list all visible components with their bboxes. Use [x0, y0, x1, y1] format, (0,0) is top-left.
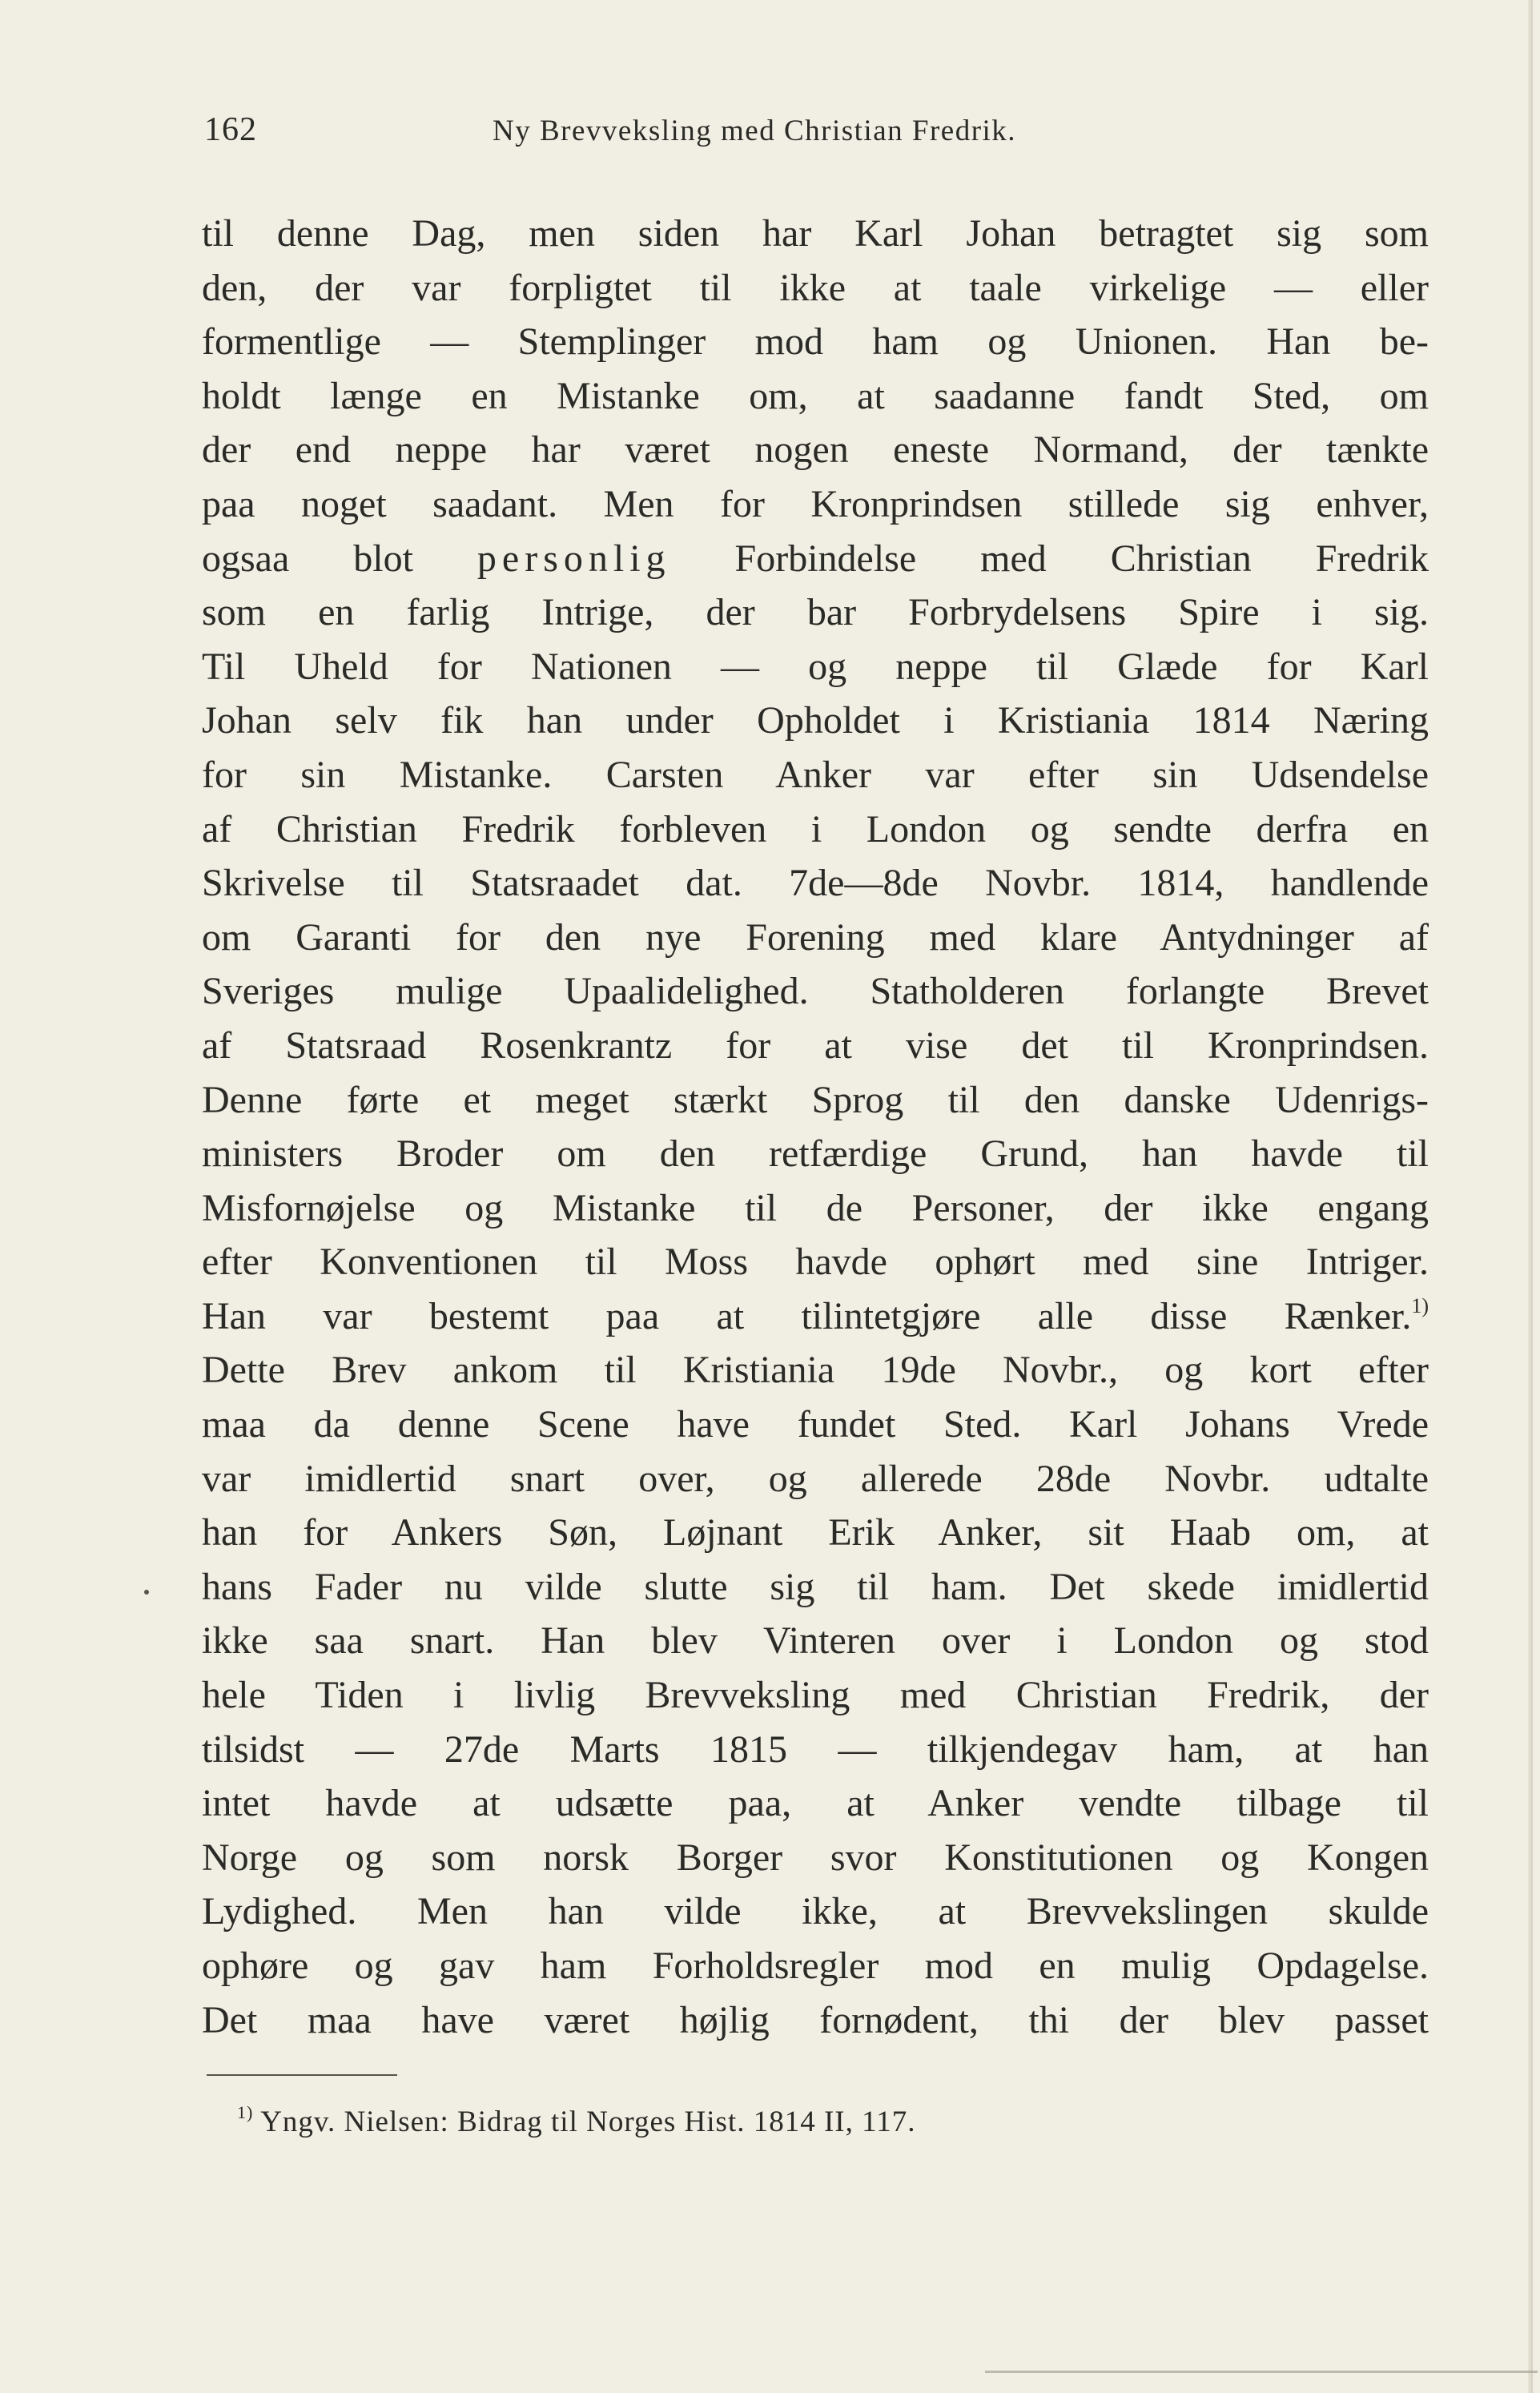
body-text	[202, 207, 1429, 2047]
text-line: paa noget saadant. Men for Kronprindsen stillede sig enhver,	[202, 482, 1429, 525]
text-line: af Statsraad Rosenkrantz for at vise det til Kronprindsen.	[202, 1024, 1429, 1067]
text-line: hele Tiden i livlig Brevveksling med Christian Fredrik, der	[202, 1674, 1429, 1717]
text-line: den, der var forpligtet til ikke at taale virkelige — eller	[202, 266, 1429, 309]
text-line	[202, 1289, 1429, 1344]
text-line: som en farlig Intrige, der bar Forbrydelsens Spire i sig.	[202, 591, 1429, 634]
text-line: Skrivelse til Statsraadet dat. 7de—8de Novbr. 1814, handlende	[202, 862, 1429, 905]
text-line: Norge og som norsk Borger svor Konstitutionen og Kongen	[202, 1836, 1429, 1879]
text-line: for sin Mistanke. Carsten Anker var efter sin Udsendelse	[202, 753, 1429, 796]
emphasized-word: personlig	[476, 537, 671, 580]
text-line: om Garanti for den nye Forening med klare Antydninger af	[202, 915, 1429, 959]
text-segment: Forbindelse med Christian Fredrik	[734, 537, 1429, 580]
footnote-divider	[207, 2074, 397, 2076]
text-line: Misfornøjelse og Mistanke til de Personer, der ikke engang	[202, 1186, 1429, 1229]
footnote	[237, 2102, 916, 2139]
footnote-marker: 1)	[237, 2102, 254, 2122]
bottom-edge-mark	[985, 2371, 1538, 2373]
text-line: tilsidst — 27de Marts 1815 — tilkjendegav ham, at han	[202, 1727, 1429, 1771]
text-line: holdt længe en Mistanke om, at saadanne fandt Sted, om	[202, 374, 1429, 417]
text-line: hans Fader nu vilde slutte sig til ham. Det skede imidlertid	[202, 1565, 1429, 1608]
text-line: intet havde at udsætte paa, at Anker vendte tilbage til	[202, 1782, 1429, 1825]
text-segment: Han var bestemt paa at tilintetgjøre alle disse Rænker.	[202, 1294, 1412, 1337]
text-line: ministers Broder om den retfærdige Grund, han havde til	[202, 1132, 1429, 1176]
text-line: Det maa have været højlig fornødent, thi der blev passet	[202, 1998, 1429, 2041]
text-line: formentlige — Stemplinger mod ham og Unionen. Han be-	[202, 320, 1429, 364]
text-line: Dette Brev ankom til Kristiania 19de Novbr., og kort efter	[202, 1349, 1429, 1392]
text-line: ikke saa snart. Han blev Vinteren over i London og stod	[202, 1619, 1429, 1663]
margin-mark	[144, 1590, 149, 1595]
footnote-reference: 1)	[1411, 1293, 1429, 1317]
page-edge-shadow	[1528, 0, 1533, 2393]
text-line	[202, 532, 1429, 586]
text-line: ophøre og gav ham Forholdsregler mod en mulig Opdagelse.	[202, 1945, 1429, 1987]
text-line: til denne Dag, men siden har Karl Johan betragtet sig som	[202, 212, 1429, 255]
text-line: Sveriges mulige Upaalidelighed. Statholderen forlangte Brevet	[202, 970, 1429, 1013]
running-head: Ny Brevveksling med Christian Fredrik.	[493, 115, 1017, 147]
text-line: var imidlertid snart over, og allerede 28de Novbr. udtalte	[202, 1457, 1429, 1500]
text-line: efter Konventionen til Moss havde ophørt med sine Intriger.	[202, 1241, 1429, 1284]
text-line: Johan selv fik han under Opholdet i Kristiania 1814 Næring	[202, 699, 1429, 742]
page-number: 162	[204, 111, 257, 148]
text-line: af Christian Fredrik forbleven i London og sendte derfra en	[202, 807, 1429, 851]
text-line: der end neppe har været nogen eneste Normand, der tænkte	[202, 428, 1429, 472]
text-line: maa da denne Scene have fundet Sted. Karl Johans Vrede	[202, 1403, 1429, 1446]
text-line: Lydighed. Men han vilde ikke, at Brevvekslingen skulde	[202, 1890, 1429, 1933]
footnote-text: Yngv. Nielsen: Bidrag til Norges Hist. 1814 II, 117.	[253, 2105, 916, 2138]
text-segment: ogsaa blot	[202, 537, 413, 580]
text-line: Til Uheld for Nationen — og neppe til Glæde for Karl	[202, 645, 1429, 688]
text-line: Denne førte et meget stærkt Sprog til den danske Udenrigs-	[202, 1078, 1429, 1121]
text-line: han for Ankers Søn, Løjnant Erik Anker, sit Haab om, at	[202, 1511, 1429, 1554]
page-header	[204, 111, 1405, 159]
